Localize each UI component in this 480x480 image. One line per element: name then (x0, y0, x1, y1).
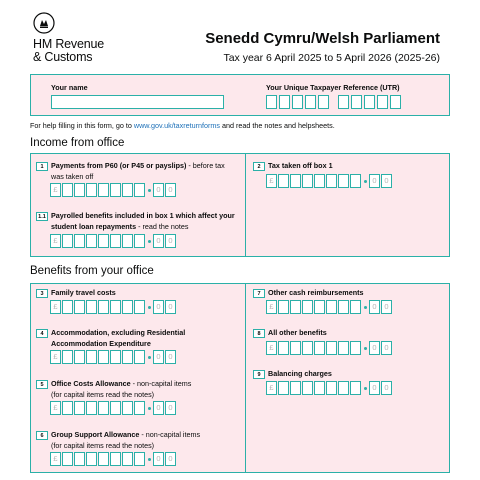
digit-cell[interactable] (62, 401, 73, 415)
pence-cell[interactable]: 0 (153, 401, 164, 415)
tax-year-subtitle: Tax year 6 April 2025 to 5 April 2026 (2025-26) (223, 52, 440, 64)
digit-cell[interactable] (110, 452, 121, 466)
digit-cell[interactable] (122, 350, 133, 364)
box4-label: Accommodation, excluding Residential (51, 328, 186, 337)
digit-cell[interactable] (326, 341, 337, 355)
box6-label-line2: (for capital items read the notes) (51, 441, 155, 450)
box6-label: Group Support Allowance - non-capital items (51, 430, 201, 439)
digit-cell[interactable] (350, 174, 361, 188)
box-number-2: 2 (253, 162, 265, 171)
box-number-7: 7 (253, 289, 265, 298)
utr-digit-cell[interactable] (390, 95, 401, 109)
utr-digit-cell[interactable] (305, 95, 316, 109)
box-number-6: 6 (36, 431, 48, 440)
hmrc-logo (33, 12, 123, 64)
digit-cell[interactable] (74, 452, 85, 466)
digit-cell[interactable] (98, 401, 109, 415)
digit-cell[interactable] (314, 174, 325, 188)
decimal-point (364, 306, 367, 309)
utr-digit-cell[interactable] (377, 95, 388, 109)
digit-cell[interactable] (110, 401, 121, 415)
box1-label-line2: was taken off (51, 172, 94, 181)
utr-label: Your Unique Taxpayer Reference (UTR) (266, 83, 400, 92)
digit-cell[interactable] (122, 452, 133, 466)
pound-sign[interactable]: £ (50, 183, 61, 197)
digit-cell[interactable] (98, 452, 109, 466)
utr-digit-cell[interactable] (266, 95, 277, 109)
digit-cell[interactable] (290, 381, 301, 395)
logo-org-line1: HM Revenue (33, 37, 104, 51)
box5-label-line2: (for capital items read the notes) (51, 390, 155, 399)
royal-crest-icon (33, 12, 55, 34)
digit-cell[interactable] (326, 381, 337, 395)
digit-cell[interactable] (134, 300, 145, 314)
digit-cell[interactable] (338, 174, 349, 188)
digit-cell[interactable] (302, 381, 313, 395)
utr-digit-cell[interactable] (292, 95, 303, 109)
digit-cell[interactable] (134, 350, 145, 364)
decimal-point (364, 180, 367, 183)
digit-cell[interactable] (74, 401, 85, 415)
digit-cell[interactable] (134, 183, 145, 197)
decimal-point (148, 189, 151, 192)
digit-cell[interactable] (290, 300, 301, 314)
name-field[interactable] (51, 95, 224, 109)
pence-cell[interactable]: 0 (381, 174, 392, 188)
pence-cell[interactable]: 0 (381, 381, 392, 395)
box-number-9: 9 (253, 370, 265, 379)
digit-cell[interactable] (122, 401, 133, 415)
pound-sign[interactable]: £ (266, 341, 277, 355)
box1-1-label: Payrolled benefits included in box 1 which affect your (51, 211, 235, 220)
digit-cell[interactable] (278, 381, 289, 395)
box-number-4: 4 (36, 329, 48, 338)
logo-org-line2: & Customs (33, 50, 93, 64)
digit-cell[interactable] (98, 350, 109, 364)
help-link[interactable]: www.gov.uk/taxreturnforms (133, 121, 221, 130)
pound-sign[interactable]: £ (266, 381, 277, 395)
box-number-1-1: 1.1 (36, 212, 48, 221)
decimal-point (148, 407, 151, 410)
digit-cell[interactable] (98, 300, 109, 314)
decimal-point (148, 306, 151, 309)
pence-cell[interactable]: 0 (381, 341, 392, 355)
digit-cell[interactable] (278, 300, 289, 314)
pence-cell[interactable]: 0 (165, 183, 176, 197)
digit-cell[interactable] (302, 174, 313, 188)
digit-cell[interactable] (134, 401, 145, 415)
pound-sign[interactable]: £ (266, 300, 277, 314)
pence-cell[interactable]: 0 (381, 300, 392, 314)
digit-cell[interactable] (302, 300, 313, 314)
pence-cell[interactable]: 0 (153, 350, 164, 364)
digit-cell[interactable] (122, 183, 133, 197)
digit-cell[interactable] (110, 234, 121, 248)
digit-cell[interactable] (74, 234, 85, 248)
digit-cell[interactable] (278, 341, 289, 355)
digit-cell[interactable] (110, 300, 121, 314)
pence-cell[interactable]: 0 (153, 300, 164, 314)
digit-cell[interactable] (62, 350, 73, 364)
name-label: Your name (51, 83, 88, 92)
digit-cell[interactable] (122, 300, 133, 314)
box8-label: All other benefits (268, 328, 327, 337)
digit-cell[interactable] (122, 234, 133, 248)
box-number-8: 8 (253, 329, 265, 338)
decimal-point (148, 240, 151, 243)
help-suffix: and read the notes and helpsheets. (220, 121, 335, 130)
digit-cell[interactable] (338, 381, 349, 395)
personal-details-box (30, 74, 450, 116)
pence-cell[interactable]: 0 (153, 183, 164, 197)
digit-cell[interactable] (290, 174, 301, 188)
digit-cell[interactable] (86, 183, 97, 197)
column-divider (245, 284, 246, 472)
box-number-1: 1 (36, 162, 48, 171)
pence-cell[interactable]: 0 (369, 381, 380, 395)
box9-label: Balancing charges (268, 369, 332, 378)
digit-cell[interactable] (338, 341, 349, 355)
digit-cell[interactable] (86, 300, 97, 314)
digit-cell[interactable] (314, 341, 325, 355)
digit-cell[interactable] (62, 300, 73, 314)
digit-cell[interactable] (314, 381, 325, 395)
pound-sign[interactable]: £ (50, 350, 61, 364)
benefits-section-title: Benefits from your office (30, 265, 154, 277)
box4-label-line2: Accommodation Expenditure (51, 339, 151, 348)
digit-cell[interactable] (326, 300, 337, 314)
pence-cell[interactable]: 0 (165, 350, 176, 364)
utr-digit-cell[interactable] (338, 95, 349, 109)
utr-digit-cell[interactable] (351, 95, 362, 109)
decimal-point (364, 387, 367, 390)
digit-cell[interactable] (350, 341, 361, 355)
digit-cell[interactable] (326, 174, 337, 188)
digit-cell[interactable] (290, 341, 301, 355)
digit-cell[interactable] (98, 234, 109, 248)
digit-cell[interactable] (74, 350, 85, 364)
pence-cell[interactable]: 0 (369, 341, 380, 355)
box5-label: Office Costs Allowance - non-capital items (51, 379, 192, 388)
digit-cell[interactable] (110, 350, 121, 364)
help-text (30, 121, 335, 130)
pence-cell[interactable]: 0 (165, 401, 176, 415)
digit-cell[interactable] (350, 381, 361, 395)
pence-cell[interactable]: 0 (165, 300, 176, 314)
pound-sign[interactable]: £ (50, 234, 61, 248)
box-number-3: 3 (36, 289, 48, 298)
decimal-point (148, 356, 151, 359)
box1-1-label-line2: student loan repayments - read the notes (51, 222, 189, 231)
utr-digit-cell[interactable] (318, 95, 329, 109)
digit-cell[interactable] (74, 183, 85, 197)
digit-cell[interactable] (86, 234, 97, 248)
box7-label: Other cash reimbursements (268, 288, 364, 297)
digit-cell[interactable] (278, 174, 289, 188)
digit-cell[interactable] (74, 300, 85, 314)
digit-cell[interactable] (62, 452, 73, 466)
utr-digit-cell[interactable] (279, 95, 290, 109)
box1-label: Payments from P60 (or P45 or payslips) - before tax (51, 161, 225, 170)
digit-cell[interactable] (62, 234, 73, 248)
digit-cell[interactable] (302, 341, 313, 355)
digit-cell[interactable] (86, 452, 97, 466)
pound-sign[interactable]: £ (50, 452, 61, 466)
page-title: Senedd Cymru/Welsh Parliament (205, 30, 440, 47)
box3-label: Family travel costs (51, 288, 116, 297)
digit-cell[interactable] (86, 401, 97, 415)
income-section-title: Income from office (30, 137, 125, 149)
digit-cell[interactable] (62, 183, 73, 197)
pence-cell[interactable]: 0 (165, 452, 176, 466)
utr-digit-cell[interactable] (364, 95, 375, 109)
pence-cell[interactable]: 0 (369, 174, 380, 188)
digit-cell[interactable] (338, 300, 349, 314)
digit-cell[interactable] (134, 234, 145, 248)
digit-cell[interactable] (86, 350, 97, 364)
digit-cell[interactable] (314, 300, 325, 314)
pound-sign[interactable]: £ (50, 401, 61, 415)
digit-cell[interactable] (110, 183, 121, 197)
pence-cell[interactable]: 0 (165, 234, 176, 248)
digit-cell[interactable] (98, 183, 109, 197)
help-prefix: For help filling in this form, go to (30, 121, 134, 130)
decimal-point (364, 347, 367, 350)
pence-cell[interactable]: 0 (369, 300, 380, 314)
column-divider (245, 154, 246, 256)
box-number-5: 5 (36, 380, 48, 389)
digit-cell[interactable] (350, 300, 361, 314)
pence-cell[interactable]: 0 (153, 452, 164, 466)
pound-sign[interactable]: £ (50, 300, 61, 314)
decimal-point (148, 458, 151, 461)
pence-cell[interactable]: 0 (153, 234, 164, 248)
box2-label: Tax taken off box 1 (268, 161, 333, 170)
digit-cell[interactable] (134, 452, 145, 466)
pound-sign[interactable]: £ (266, 174, 277, 188)
